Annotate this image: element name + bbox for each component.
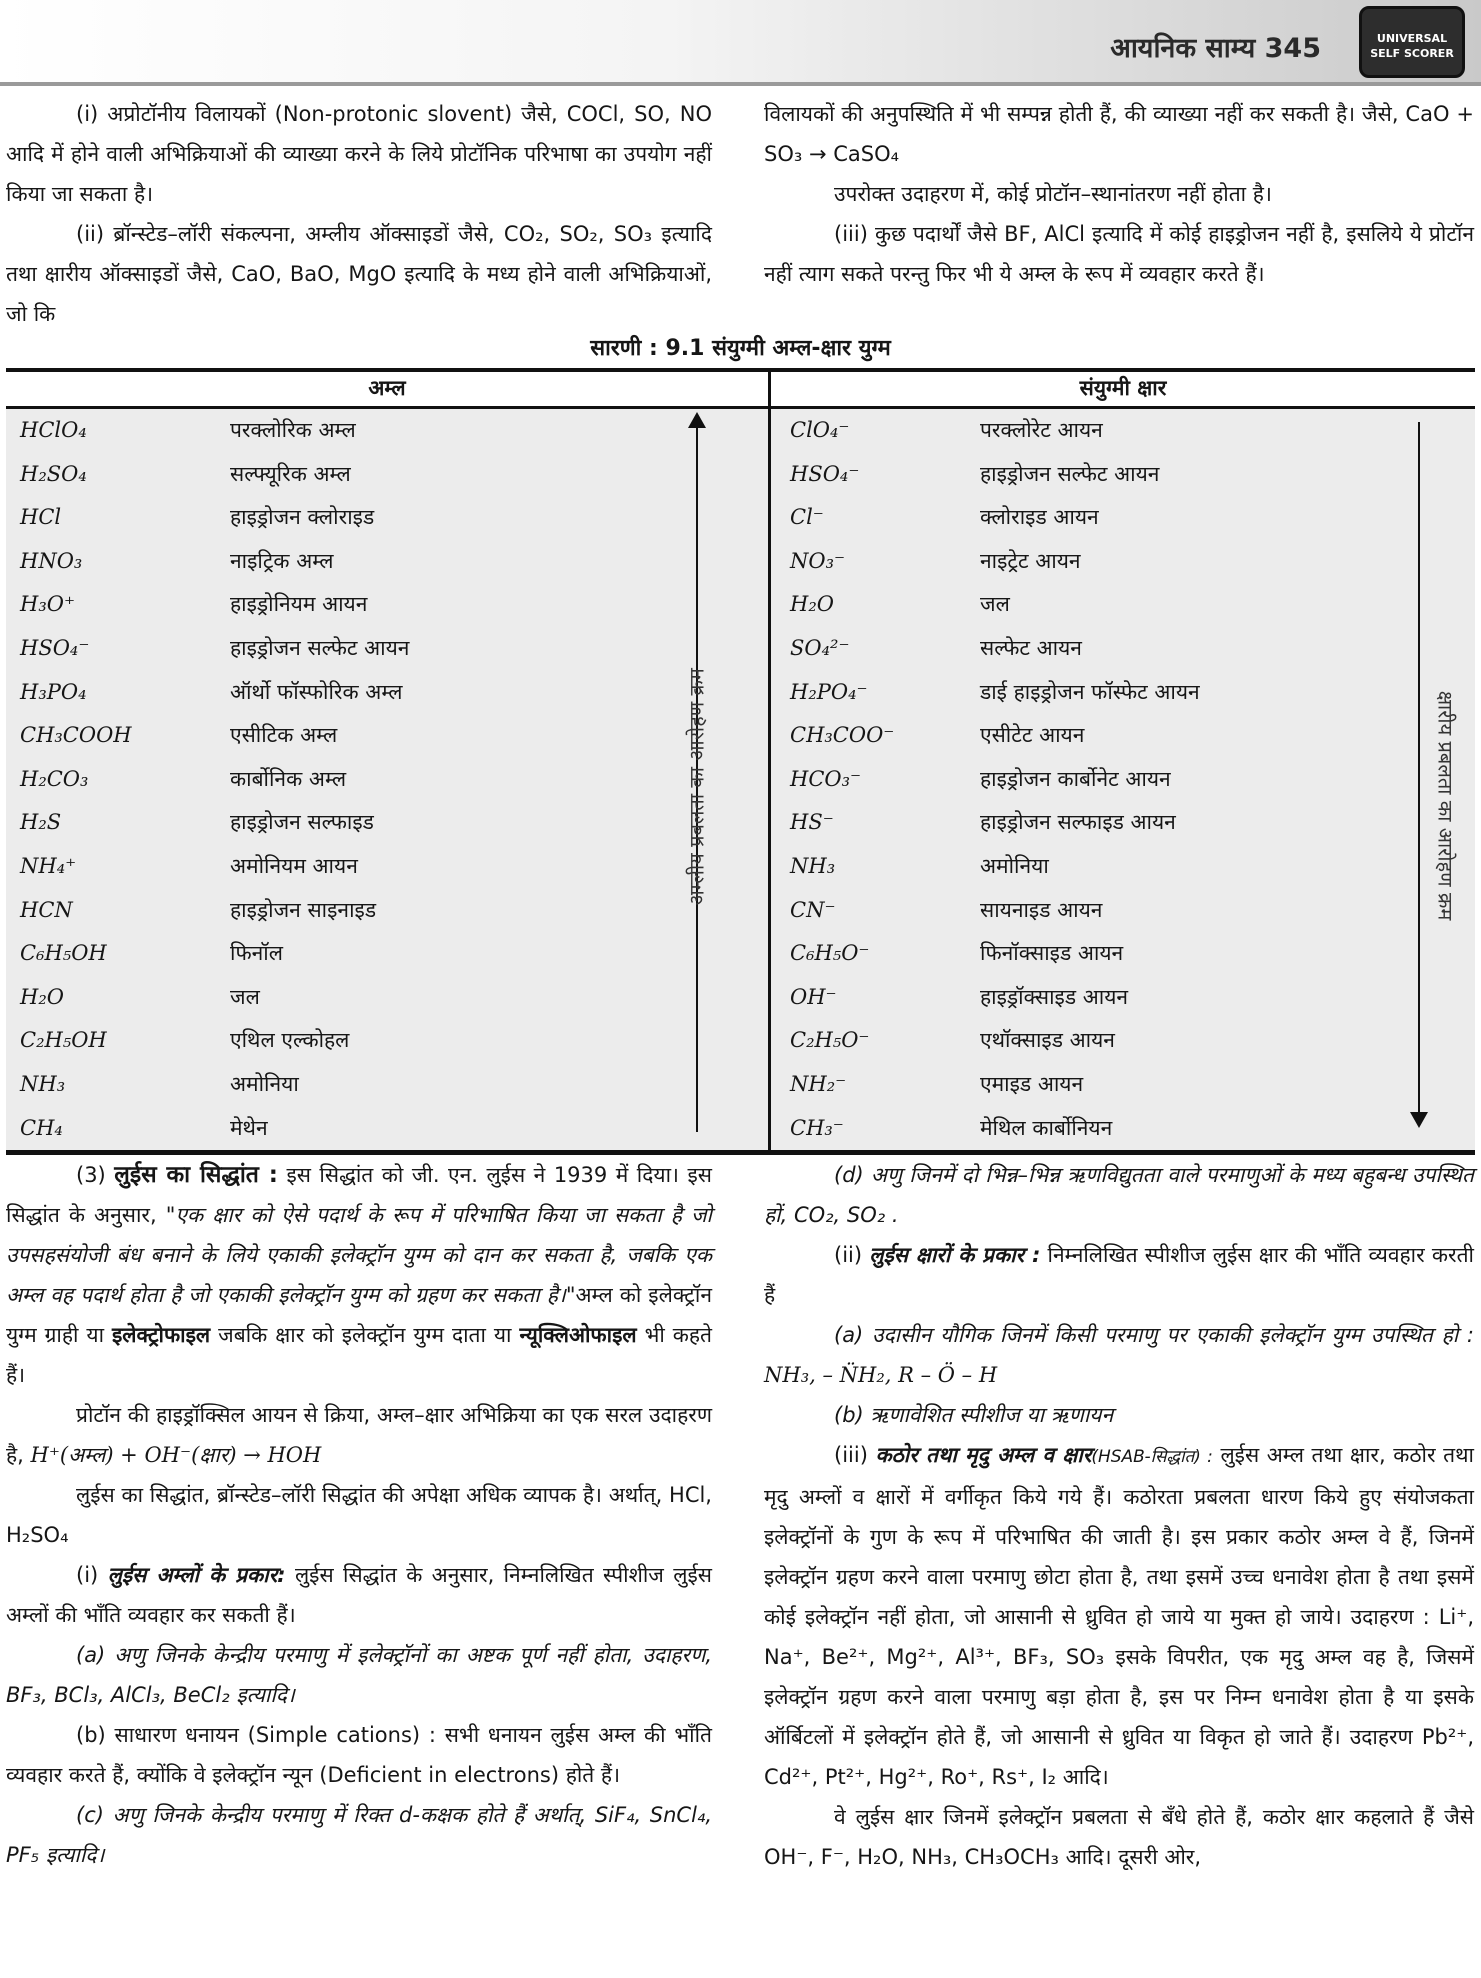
bronsted-limit-paragraph: (ii) ब्रॉन्स्टेड–लॉरी संकल्पना, अम्लीय ऑक्साइडों जैसे, CO₂, SO₂, SO₃ इत्यादि तथा क्षारीय ऑक्साइडों जैसे, CaO, BaO, MgO इत्यादि के मध्य होने वाली अभिक्रियाओं, जो कि <box>6 222 712 326</box>
base-formula: C₆H₅O⁻ <box>790 941 870 966</box>
base-formula: CH₃⁻ <box>790 1115 844 1140</box>
acid-formula: H₂S <box>20 810 62 835</box>
base-name: एसीटेट आयन <box>980 723 1085 748</box>
anions-item: (b) ऋणावेशित स्पीशीज या ऋणायन <box>834 1403 1114 1427</box>
acid-name: हाइड्रोनियम आयन <box>230 592 368 617</box>
acid-formula: H₃O⁺ <box>20 592 76 617</box>
no-proton-transfer: उपरोक्त उदाहरण में, कोई प्रोटॉन–स्थानांतरण नहीं होता है। <box>834 182 1272 206</box>
bottom-right-column <box>764 1155 1474 1877</box>
table-row <box>6 846 1475 888</box>
base-formula: ClO₄⁻ <box>790 418 850 442</box>
acid-formula: H₃PO₄ <box>20 679 87 704</box>
nonprotonic-paragraph: (i) अप्रोटॉनीय विलायकों (Non-protonic slovent) जैसे, COCl, SO, NO आदि में होने वाली अभिक्रियाओं की व्याख्या करने के लिये प्रोटॉनिक परिभाषा का उपयोग नहीं किया जा सकता है। <box>6 102 712 206</box>
acid-formula: NH₃ <box>20 1072 66 1096</box>
base-name: फिनॉक्साइड आयन <box>980 941 1124 966</box>
simple-cations-item: (b) साधारण धनायन (Simple cations) : सभी धनायन लुईस अम्ल की भाँति व्यवहार करते हैं, क्योंकि वे इलेक्ट्रॉन न्यून (Deficient in electrons) होते हैं। <box>6 1723 712 1787</box>
lewis-definition-quote: "एक क्षार को ऐसे पदार्थ के रूप में परिभाषित किया जा सकता है जो उपसहसंयोजी बंध बनाने के लिये एकाकी इलेक्ट्रॉन युग्म को दान कर सकता है, जबकि एक अम्ल वह पदार्थ होता है जो एकाकी इलेक्ट्रॉन युग्म को ग्रहण कर सकता है।" <box>6 1203 712 1307</box>
hsab-tag: (HSAB-सिद्धांत) : <box>1091 1447 1213 1467</box>
base-arrow-shaft <box>1418 422 1420 1116</box>
hsab-title: कठोर तथा मृदु अम्ल व क्षार <box>875 1443 1092 1467</box>
base-name: हाइड्रोजन कार्बोनेट आयन <box>980 766 1171 791</box>
lewis-base-types-paragraph <box>764 1235 1474 1315</box>
acid-name: एसीटिक अम्ल <box>230 723 338 748</box>
base-formula: H₂PO₄⁻ <box>790 679 868 704</box>
acid-name: जल <box>230 984 260 1009</box>
base-formula: NO₃⁻ <box>790 548 846 573</box>
base-name: हाइड्रोजन सल्फाइड आयन <box>980 810 1176 835</box>
base-column-header: संयुग्मी क्षार <box>1079 376 1167 400</box>
multiple-bond-item: (d) अणु जिनमें दो भिन्न–भिन्न ऋणविद्युतता वाले परमाणुओं के मध्य बहुबन्ध उपस्थित हों, CO₂, SO₂ . <box>764 1163 1474 1227</box>
acid-formula: C₂H₅OH <box>20 1028 107 1053</box>
acid-name: अमोनियम आयन <box>230 854 358 878</box>
continued-paragraph: विलायकों की अनुपस्थिति में भी सम्पन्न होती हैं, की व्याख्या नहीं कर सकती है। जैसे, CaO + SO₃ → CaSO₄ <box>764 102 1474 166</box>
table-row <box>6 672 1475 714</box>
bf-alcl-paragraph: (iii) कुछ पदार्थों जैसे BF, AlCl इत्यादि में कोई हाइड्रोजन नहीं है, इसलिये ये प्रोटॉन नहीं त्याग सकते परन्तु फिर भी ये अम्ल के रूप में व्यवहार करते हैं। <box>764 222 1474 286</box>
hsab-text: लुईस अम्ल तथा क्षार, कठोर तथा मृदु अम्लों व क्षारों में वर्गीकृत किये गये हैं। कठोरता प्रबलता धारण किये हुए संयोजकता इलेक्ट्रॉनों के गुण के रूप में परिभाषित की जाती है। इस प्रकार कठोर अम्ल वे हैं, जिनमें इलेक्ट्रॉन ग्रहण करने वाला परमाणु छोटा होता है, तथा इसमें उच्च धनावेश होता है तथा इसमें कोई इलेक्ट्रॉन नहीं होता, जो आसानी से ध्रुवित हो जाये या मुक्त हो जाये। उदाहरण : Li⁺, Na⁺, Be²⁺, Mg²⁺, Al³⁺, BF₃, SO₃ इसके विपरीत, एक मृदु अम्ल वह है, जिसमें इलेक्ट्रॉन ग्रहण करने वाला परमाणु बड़ा होता है, इस पर निम्न धनावेश होता है या इसके ऑर्बिटलों में इलेक्ट्रॉन होते हैं, जो आसानी से ध्रुवित या विकृत हो जाते हैं। उदाहरण Pb²⁺, Cd²⁺, Pt²⁺, Hg²⁺, Ro⁺, Rs⁺, I₂ आदि। <box>764 1443 1474 1789</box>
types-number: (ii) <box>834 1243 863 1267</box>
table-row <box>6 1064 1475 1106</box>
types-number: (i) <box>76 1563 99 1587</box>
base-name: एमाइड आयन <box>980 1072 1084 1096</box>
down-arrow-icon <box>1410 1112 1428 1130</box>
table-row <box>6 454 1475 496</box>
acid-name: नाइट्रिक अम्ल <box>230 548 334 573</box>
base-formula: H₂O <box>790 592 834 617</box>
table-row <box>6 584 1475 626</box>
base-formula: HS⁻ <box>790 810 834 835</box>
base-name: जल <box>980 592 1010 617</box>
acid-name: हाइड्रोजन सल्फाइड <box>230 810 374 835</box>
base-formula: NH₃ <box>790 854 836 878</box>
acid-strength-label: अम्लीय प्रबलता का आरोहण क्रम <box>684 668 709 906</box>
hsab-number: (iii) <box>834 1443 868 1467</box>
publisher-logo: UNIVERSAL SELF SCORER <box>1359 6 1465 78</box>
base-formula: NH₂⁻ <box>790 1072 847 1096</box>
lewis-base-types-title: लुईस क्षारों के प्रकार : <box>869 1243 1041 1267</box>
table-row <box>6 933 1475 975</box>
neutral-compounds-item <box>764 1315 1474 1395</box>
table-row <box>6 497 1475 539</box>
acid-name: हाइड्रोजन सल्फेट आयन <box>230 636 410 660</box>
acid-term-text: अम्ल को इलेक्ट्रॉन युग्म ग्राही या <box>6 1283 712 1347</box>
lewis-acid-types-paragraph <box>6 1555 712 1635</box>
acid-column-header: अम्ल <box>368 376 406 400</box>
acid-formula: HCN <box>20 897 73 922</box>
table-row <box>6 715 1475 757</box>
acid-formula: C₆H₅OH <box>20 941 107 966</box>
acid-name: अमोनिया <box>230 1072 299 1096</box>
nucleophile-term: न्यूक्लिओफाइल <box>519 1323 637 1347</box>
lewis-intro: इस सिद्धांत को जी. एन. लुईस ने 1939 में दिया। इस सिद्धांत के अनुसार, <box>6 1163 712 1227</box>
acid-name: हाइड्रोजन साइनाइड <box>230 897 377 922</box>
base-name: डाई हाइड्रोजन फॉस्फेट आयन <box>980 679 1200 704</box>
top-right-column <box>764 94 1474 294</box>
header-rule <box>0 82 1481 86</box>
acid-name: ऑर्थो फॉस्फोरिक अम्ल <box>230 679 403 704</box>
acid-formula: HClO₄ <box>20 418 87 442</box>
base-name: हाइड्रोजन सल्फेट आयन <box>980 461 1160 486</box>
acid-formula: CH₄ <box>20 1115 63 1140</box>
base-name: सल्फेट आयन <box>980 636 1082 660</box>
acid-formula: H₂SO₄ <box>20 461 87 486</box>
base-formula: OH⁻ <box>790 984 837 1009</box>
base-formula: CH₃COO⁻ <box>790 723 895 748</box>
base-formula: Cl⁻ <box>790 505 824 530</box>
header-rule-line <box>6 406 1475 409</box>
base-name: हाइड्रॉक्साइड आयन <box>980 984 1129 1009</box>
running-title: आयनिक साम्य 345 <box>1110 33 1321 64</box>
table-row <box>6 541 1475 583</box>
page-header <box>0 0 1481 82</box>
table-row <box>6 1108 1475 1150</box>
proton-hydroxyl-text: प्रोटॉन की हाइड्रॉक्सिल आयन से क्रिया, अम्ल–क्षार अभिक्रिया का एक सरल उदाहरण है, <box>6 1403 712 1467</box>
table-row <box>6 890 1475 932</box>
base-name: अमोनिया <box>980 854 1049 878</box>
proton-hydroxyl-paragraph <box>6 1395 712 1475</box>
acid-formula: HSO₄⁻ <box>20 636 90 660</box>
neutral-compounds-text: (a) उदासीन यौगिक जिनमें किसी परमाणु पर एकाकी इलेक्ट्रॉन युग्म उपस्थित हो : <box>834 1323 1474 1347</box>
table-row <box>6 410 1475 452</box>
bottom-left-column <box>6 1155 712 1875</box>
conjugate-pairs-table <box>6 368 1475 1155</box>
base-name: एथॉक्साइड आयन <box>980 1028 1115 1053</box>
lewis-theory-paragraph <box>6 1155 712 1395</box>
table-row <box>6 759 1475 801</box>
acid-name: फिनॉल <box>230 941 283 966</box>
base-name: परक्लोरेट आयन <box>980 418 1103 442</box>
lewis-acid-types-title: लुईस अम्लों के प्रकार: <box>107 1563 286 1587</box>
vacant-d-orbital-item: (c) अणु जिनके केन्द्रीय परमाणु में रिक्त d-कक्षक होते हैं अर्थात्, SiF₄, SnCl₄, PF₅ इत्यादि। <box>6 1803 712 1867</box>
base-name: नाइट्रेट आयन <box>980 548 1081 573</box>
acid-name: हाइड्रोजन क्लोराइड <box>230 505 375 530</box>
base-formula: C₂H₅O⁻ <box>790 1028 870 1053</box>
base-formula: CN⁻ <box>790 897 836 922</box>
top-left-column <box>6 94 712 334</box>
hard-base-paragraph: वे लुईस क्षार जिनमें इलेक्ट्रॉन प्रबलता से बँधे होते हैं, कठोर क्षार कहलाते हैं जैसे OH⁻, F⁻, H₂O, NH₃, CH₃OCH₃ आदि। दूसरी ओर, <box>764 1805 1474 1869</box>
section-number: (3) <box>76 1163 106 1187</box>
base-name: सायनाइड आयन <box>980 897 1103 922</box>
up-arrow-icon <box>688 412 706 430</box>
table-row <box>6 1020 1475 1062</box>
base-formula: HCO₃⁻ <box>790 766 862 791</box>
table-row <box>6 802 1475 844</box>
acid-formula: H₂O <box>20 984 64 1009</box>
acid-formula: CH₃COOH <box>20 723 132 748</box>
table-row <box>6 628 1475 670</box>
acid-name: एथिल एल्कोहल <box>230 1028 350 1053</box>
neutralization-equation: H⁺(अम्ल) + OH⁻(क्षार) → HOH <box>30 1443 322 1467</box>
term-end: भी कहते हैं। <box>6 1323 712 1387</box>
base-formula: SO₄²⁻ <box>790 636 850 660</box>
acid-name: सल्फ्यूरिक अम्ल <box>230 461 351 486</box>
base-term-text: जबकि क्षार को इलेक्ट्रॉन युग्म दाता या <box>218 1323 512 1347</box>
hsab-paragraph <box>764 1435 1474 1797</box>
acid-name: मेथेन <box>230 1115 268 1140</box>
base-name: मेथिल कार्बोनियन <box>980 1115 1113 1140</box>
acid-name: कार्बोनिक अम्ल <box>230 766 347 791</box>
acid-formula: NH₄⁺ <box>20 854 77 878</box>
base-name: क्लोराइड आयन <box>980 505 1099 530</box>
lone-pair-examples: NH₃, – N̈H₂, R – Ö – H <box>764 1363 998 1387</box>
lewis-theory-title: लुईस का सिद्धांत : <box>114 1162 278 1188</box>
base-formula: HSO₄⁻ <box>790 461 860 486</box>
acid-formula: H₂CO₃ <box>20 766 89 791</box>
table-row <box>6 977 1475 1019</box>
lewis-acid-types-text: लुईस सिद्धांत के अनुसार, निम्नलिखित स्पीशीज लुईस अम्लों की भाँति व्यवहार कर सकती हैं। <box>6 1563 712 1627</box>
acid-formula: HNO₃ <box>20 548 83 573</box>
lewis-base-types-text: निम्नलिखित स्पीशीज लुईस क्षार की भाँति व्यवहार करती हैं <box>764 1243 1474 1307</box>
incomplete-octet-item: (a) अणु जिनके केन्द्रीय परमाणु में इलेक्ट्रॉनों का अष्टक पूर्ण नहीं होता, उदाहरण, BF₃, BCl₃, AlCl₃, BeCl₂ इत्यादि। <box>6 1643 712 1707</box>
lewis-broader-paragraph: लुईस का सिद्धांत, ब्रॉन्स्टेड–लॉरी सिद्धांत की अपेक्षा अधिक व्यापक है। अर्थात्, HCl, H₂SO₄ <box>6 1483 712 1547</box>
acid-name: परक्लोरिक अम्ल <box>230 418 356 442</box>
table-caption: सारणी : 9.1 संयुग्मी अम्ल-क्षार युग्म <box>590 336 891 361</box>
acid-formula: HCl <box>20 505 62 530</box>
base-strength-label: क्षारीय प्रबलता का आरोहण क्रम <box>1433 690 1458 921</box>
electrophile-term: इलेक्ट्रोफाइल <box>111 1323 211 1347</box>
